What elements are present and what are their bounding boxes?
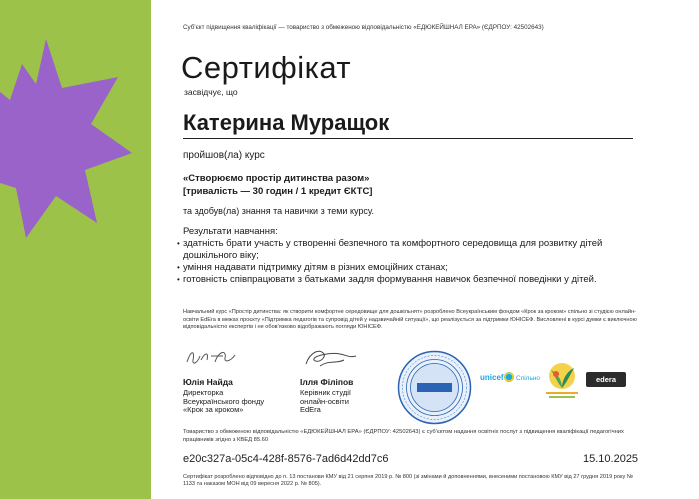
certificate-date: 15.10.2025 <box>583 453 639 465</box>
signatory-role: Директорка Всеукраїнського фонду «Крок за кроком» <box>183 388 265 414</box>
signatory-name: Юлія Найда <box>183 377 233 387</box>
unicef-logo <box>480 368 540 388</box>
decorative-band <box>0 0 151 499</box>
list-item: • уміння надавати підтримку дітям в різних емоційних станах; <box>177 262 448 273</box>
course-duration: [тривалість — 30 годин / 1 кредит ЄКТС] <box>183 186 373 197</box>
signature-filipov-image <box>300 346 360 370</box>
signatory-name: Ілля Філіпов <box>300 377 354 387</box>
sprout-logo <box>543 360 581 400</box>
svg-text:unicef: unicef <box>480 373 504 382</box>
gained-skills-text: та здобув(ла) знання та навички з теми курсу. <box>183 206 374 216</box>
course-title: «Створюємо простір дитинства разом» <box>183 173 370 184</box>
certificate-id: e20c327a-05c4-428f-8576-7ad6d42dd7c6 <box>183 453 389 465</box>
name-underline <box>183 138 633 139</box>
provider-header: Суб'єкт підвищення кваліфікації — товариство з обмеженою відповідальністю «ЕДЮКЕЙШНАЛ ЕРА» (ЄДРПОУ: 42502643) <box>183 24 544 31</box>
bullet-icon: • <box>177 275 180 284</box>
certificate-title: Сертифікат <box>181 50 352 85</box>
svg-text:Спільно: Спільно <box>516 375 540 382</box>
results-title: Результати навчання: <box>183 226 278 237</box>
bullet-icon: • <box>177 263 180 272</box>
list-item: • здатність брати участь у створенні безпечного та комфортного середовища для розвитку дітей дошкільного віку; <box>177 238 603 261</box>
signatory-role: Керівник студії онлайн-освіти EdEra <box>300 388 351 414</box>
bullet-icon: • <box>177 239 180 248</box>
signature-naida-image <box>183 346 243 368</box>
regulation-note: Сертифікат розроблено відповідно до п. 13 постанови КМУ від 21 серпня 2019 р. № 800 (зі змінами й доповненнями, внесеними постановою КМУ від 27 грудня 2019 року № 1133 та наказом МОН від 09 вересня 2022 р. № 805). <box>183 474 633 488</box>
course-disclaimer: Навчальний курс «Простір дитинства: як створити комфортне середовище для дошкільнят» розроблено Всеукраїнським фондом «Крок за кроком» спільно зі студією онлайн-освіти EdEra в межах проєкту «Підтримка педагогів та супровід дітей у надзвичайній ситуації», що реалізується за підтримки ЮНІСЕФ. Висловлені в курсі думки є виключною відповідальністю експертів і не обов'язково відображають погляди ЮНІСЕФ. <box>183 309 637 331</box>
confirms-text: засвідчує, що <box>184 87 238 97</box>
recipient-name: Катерина Муращок <box>183 110 390 135</box>
edera-logo: edera <box>586 372 626 387</box>
passed-course-text: пройшов(ла) курс <box>183 150 265 161</box>
official-seal-stamp <box>397 350 472 425</box>
list-item: • готовність співпрацювати з батьками задля формування навичок безпечної поведінки у дітей. <box>177 274 597 285</box>
provider-footer: Товариство з обмеженою відповідальністю «ЕДЮКЕЙШНАЛ ЕРА» (ЄДРПОУ: 42502643) є суб'єктом надання освітніх послуг з підвищення кваліфікації педагогічних працівників згідно з КВЕД 85.60 <box>183 429 624 443</box>
results-list <box>177 238 637 286</box>
star-burst-graphic <box>0 0 151 499</box>
